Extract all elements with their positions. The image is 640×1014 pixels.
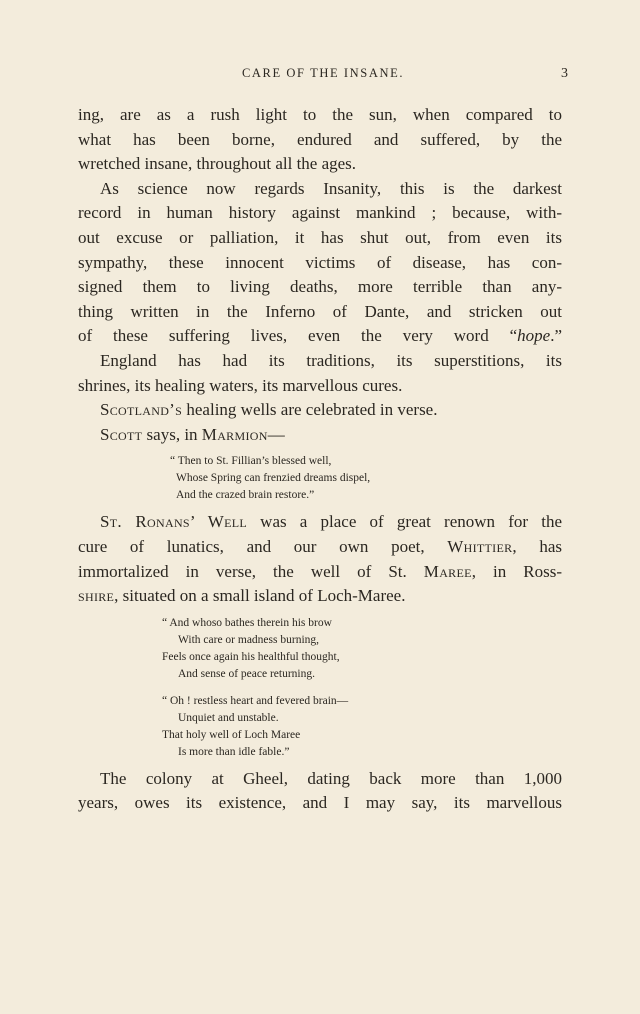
text-line: ing, are as a rush light to the sun, when compared to	[78, 105, 562, 124]
verse-line: Feels once again his healthful thought,	[162, 650, 340, 663]
verse-line: “ And whoso bathes therein his brow	[162, 616, 332, 629]
paragraph-scott	[78, 423, 562, 448]
text-line: sympathy, these innocent victims of disease, has con-	[78, 252, 562, 272]
small-caps-word: St. Ronans’ Well	[100, 512, 247, 532]
paragraph-england	[78, 349, 562, 398]
running-title: CARE OF THE INSANE.	[241, 66, 405, 80]
paragraph-insanity	[78, 177, 562, 349]
small-caps-word: Scotland’s	[100, 400, 183, 420]
small-caps-word: Scott	[100, 424, 143, 444]
page-number: 3	[561, 66, 568, 81]
verse-line: “ Then to St. Fillian’s blessed well,	[170, 455, 332, 468]
text-run: , in Ross-	[471, 561, 562, 581]
verse-line: “ Oh ! restless heart and fevered brain—	[162, 694, 349, 707]
text-line: thing written in the Inferno of Dante, and stricken out	[78, 301, 562, 321]
text-run: .”	[550, 326, 562, 346]
text-line: The colony at Gheel, dating back more than 1,000	[100, 768, 562, 788]
text-run: was a place of great renown for the	[247, 512, 562, 532]
text-line: years, owes its existence, and I may say, its marvellous	[78, 793, 562, 813]
verse-maree	[78, 615, 562, 761]
text-line: what has been borne, endured and suffered, by the	[78, 129, 562, 149]
verse-line: That holy well of Loch Maree	[162, 728, 301, 741]
small-caps-word: shire	[78, 586, 115, 606]
verse-marmion	[78, 453, 562, 504]
text-line	[78, 560, 562, 585]
text-run: —	[267, 424, 285, 444]
paragraph-gheel	[78, 767, 562, 816]
text-run: of these suffering lives, even the very word “	[78, 326, 518, 346]
text-run: , has	[512, 536, 562, 556]
text-run: immortalized in verse, the well of St.	[78, 561, 424, 581]
small-caps-word: Marmion	[201, 424, 268, 444]
text-line	[78, 584, 562, 609]
text-line: As science now regards Insanity, this is the darkest	[100, 178, 562, 198]
text-run: , situated on a small island of Loch-Maree.	[114, 586, 406, 606]
text-line	[78, 398, 562, 423]
verse-line: Unquiet and unstable.	[178, 711, 279, 724]
text-line: wretched insane, throughout all the ages.	[78, 154, 357, 174]
verse-line: And the crazed brain restore.”	[176, 489, 315, 502]
text-run: says, in	[142, 424, 202, 444]
text-run: cure of lunatics, and our own poet,	[78, 536, 448, 556]
paragraph-st-ronans	[78, 510, 562, 608]
text-line: signed them to living deaths, more terrible than any-	[78, 277, 562, 297]
text-line: shrines, its healing waters, its marvellous cures.	[78, 375, 403, 395]
verse-line: Is more than idle fable.”	[178, 745, 290, 758]
text-line	[78, 535, 562, 560]
text-run: healing wells are celebrated in verse.	[182, 400, 438, 420]
verse-line: And sense of peace returning.	[178, 667, 315, 680]
text-line	[78, 423, 562, 448]
paragraph-scotland	[78, 398, 562, 423]
small-caps-word: Maree	[423, 561, 472, 581]
text-line: out excuse or palliation, it has shut out, from even its	[78, 227, 562, 247]
text-line: record in human history against mankind ; because, with-	[78, 203, 562, 223]
small-caps-word: Whittier	[447, 536, 513, 556]
text-line	[78, 324, 562, 349]
text-line: England has had its traditions, its superstitions, its	[100, 350, 562, 370]
verse-line: With care or madness burning,	[178, 633, 320, 646]
paragraph-continuation	[78, 103, 562, 177]
text-line	[78, 510, 562, 535]
italic-word: hope	[517, 326, 551, 346]
page-body	[78, 103, 562, 816]
running-head	[78, 66, 568, 86]
verse-line: Whose Spring can frenzied dreams dispel,	[176, 472, 371, 485]
